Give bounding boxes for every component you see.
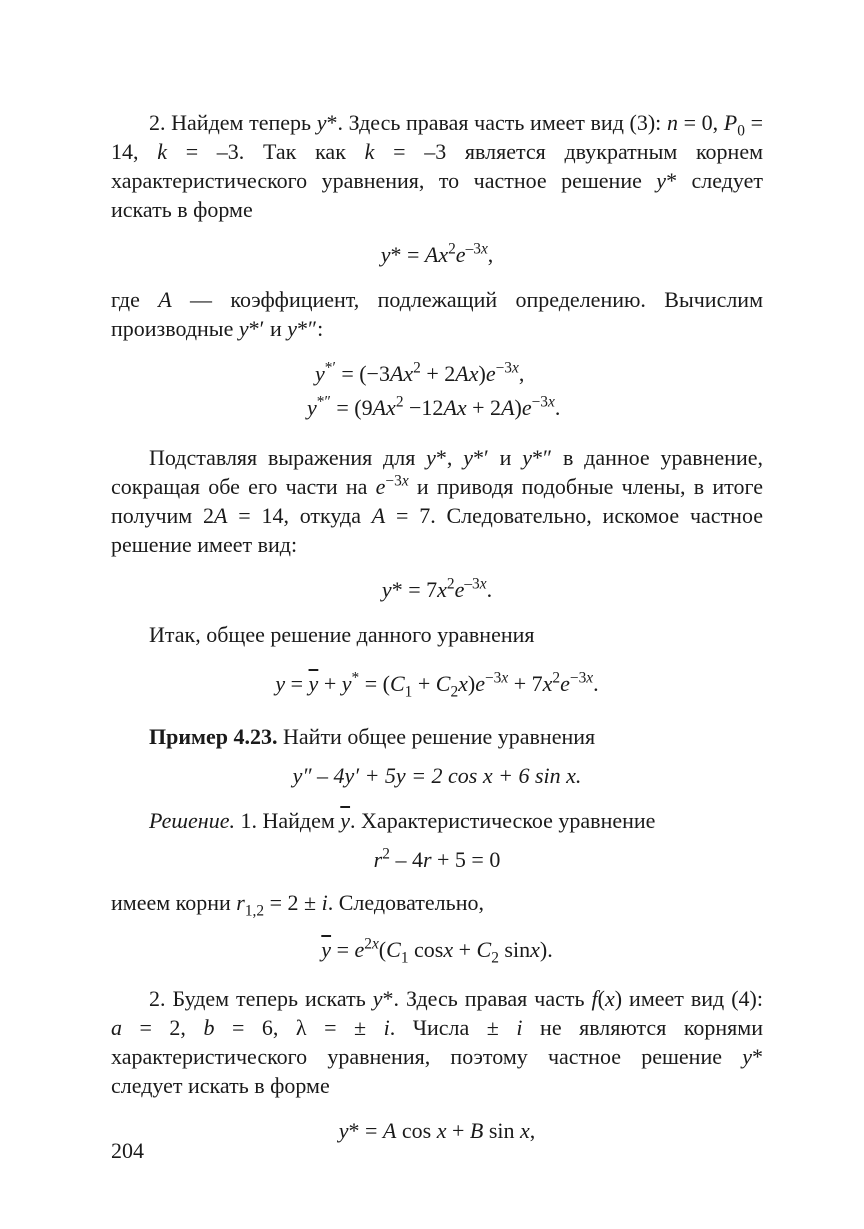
formula-trial-solution: $y* = Ax^2e^{-3x}$, [380,240,494,267]
page-number: 204 [111,1138,144,1163]
paragraph-solution-step1: Решение. 1. Найдем $\overline{y}$. Характеристическое уравнение [149,808,656,833]
paragraph-substitution: Подставляя выражения для y*, y*′ и y*″ в данное уравнение, сокращая обе его части на $e^{-3x}$ и приводя подобные члены, в итоге получим 2A = 14, откуда A = 7. Следовательно, искомое частное решение имеет вид: [111,445,763,557]
example-number: Пример 4.23. [149,724,278,749]
formula-derivatives: $y^{*'} = (-3Ax^2 + 2Ax)e^{-3x}$, $y^{*''} = (9Ax^2 -12Ax + 2A)e^{-3x}$. [307,359,561,420]
formula-trig-trial-solution: y* = A cos x + B sin x, [338,1118,536,1143]
paragraph-particular-form: 2. Будем теперь искать y*. Здесь правая часть f(x) имеет вид (4): a = 2, b = 6, λ = ± i. Числа ± i не являются корнями характеристического уравнения, поэтому частное решение y* следует искать в форме [111,986,763,1098]
formula-general-solution: $y = \overline{y} + y^* = (C_1 + C_2x)e^{-3x} + 7x^2e^{-3x}$. [275,669,599,701]
formula-example-equation: y″ – 4y′ + 5y = 2 cos x + 6 sin x. [292,763,582,788]
example-heading: Пример 4.23. Найти общее решение уравнения [149,724,596,749]
page-body [111,108,763,1145]
paragraph-particular-solution: 2. Найдем теперь y*. Здесь правая часть имеет вид (3): n = 0, $P_0 = 14$, k = –3. Так как k = –3 является двукратным корнем характеристического уравнения, то частное решение y* следует искать в форме [111,110,764,222]
paragraph-roots: имеем корни $r_{1,2} = 2 \pm i$. Следовательно, [111,890,484,920]
formula-particular-result: $y* = 7x^2e^{-3x}$. [381,575,493,602]
formula-characteristic-equation: $r^2 - 4r + 5 = 0$ [373,845,501,872]
paragraph-coefficient: где A — коэффициент, подлежащий определению. Вычислим производные y*′ и y*″: [111,287,764,341]
paragraph-general-intro: Итак, общее решение данного уравнения [149,622,535,647]
formula-homogeneous-solution: $\overline{y} = e^{2x}(C_1$ $\cos x + C_2$ sinx). [321,935,553,967]
